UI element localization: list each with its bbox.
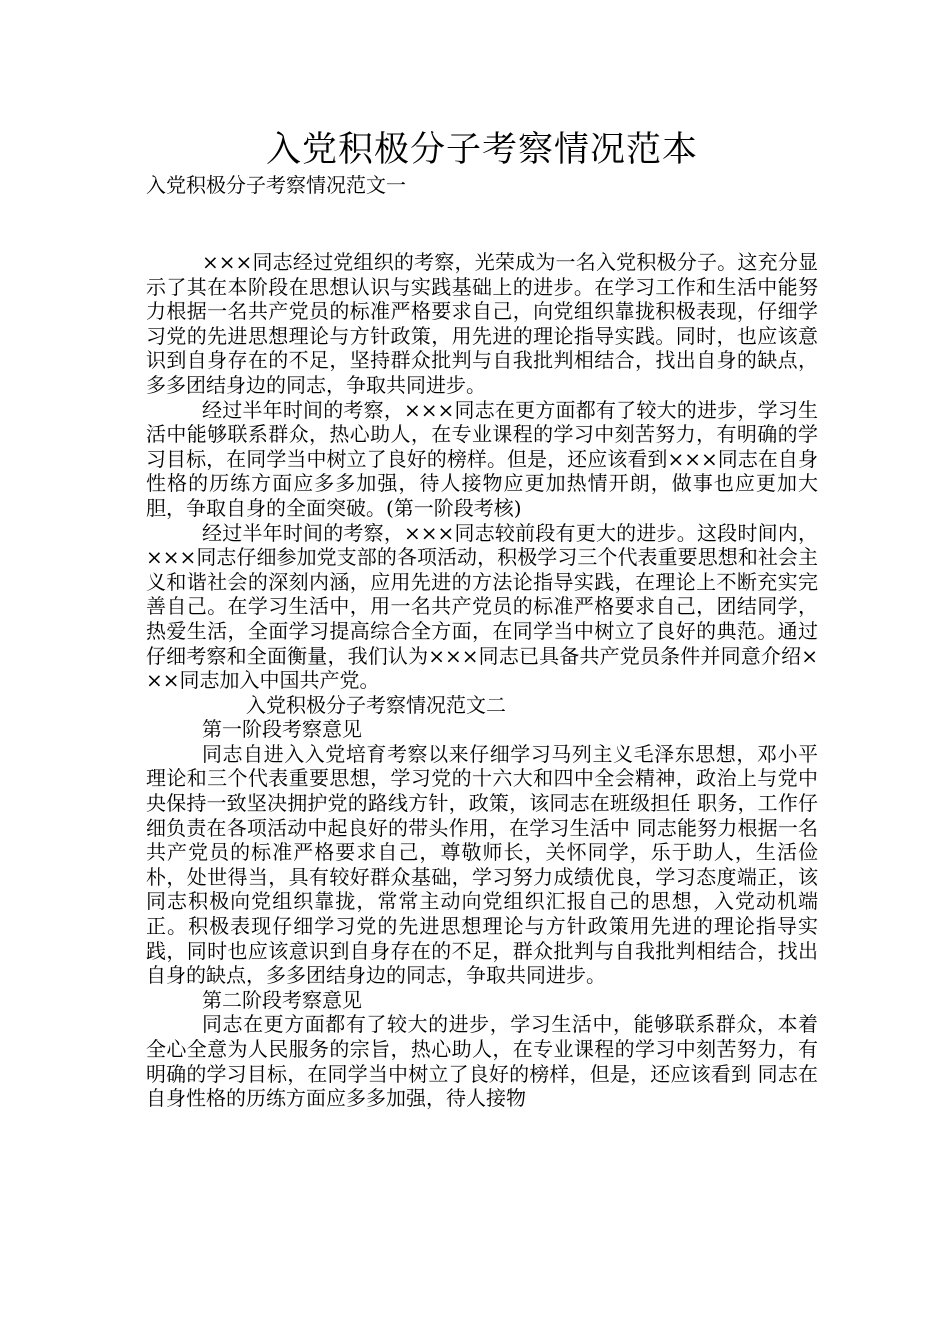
stage-1-paragraph: 同志自进入入党培育考察以来仔细学习马列主义毛泽东思想，邓小平理论和三个代表重要思想，学习党的十六大和四中全会精神，政治上与党中央保持一致坚决拥护党的路线方针，政策，该同志在班级担任 职务，工作仔细负责在各项活动中起良好的带头作用，在学习生活中 同志能努力根据一名共产党员的标准严格要求自己，尊敬师长，关怀同学，乐于助人，生活俭朴，处世得当，具有较好群众基础，学习努力成绩优良，学习态度端正，该同志积极向党组织靠拢，常常主动向党组织汇报自己的思想，入党动机端正。积极表现仔细学习党的先进思想理论与方针政策用先进的理论指导实践，同时也应该意识到自身存在的不足，群众批判与自我批判相结合，找出自身的缺点，多多团结身边的同志，争取共同进步。 [146, 741, 818, 988]
section-2-heading: 入党积极分子考察情况范文二 [246, 692, 506, 717]
document-page [146, 128, 818, 1111]
stage-2-paragraph: 同志在更方面都有了较大的进步，学习生活中，能够联系群众，本着全心全意为人民服务的宗旨，热心助人，在专业课程的学习中刻苦努力，有明确的学习目标，在同学当中树立了良好的榜样，但是，还应该看到 同志在自身性格的历练方面应多多加强，待人接物 [146, 1012, 818, 1111]
stage-1-heading: 第一阶段考察意见 [202, 717, 362, 742]
document-subtitle: 入党积极分子考察情况范文一 [146, 173, 406, 197]
paragraph-3: 经过半年时间的考察，×××同志较前段有更大的进步。这段时间内，×××同志仔细参加党支部的各项活动，积极学习三个代表重要思想和社会主义和谐社会的深刻内涵，应用先进的方法论指导实践，在理论上不断充实完善自己。在学习生活中，用一名共产党员的标准严格要求自己，团结同学，热爱生活，全面学习提高综合全方面，在同学当中树立了良好的典范。通过仔细考察和全面衡量，我们认为×××同志已具备共产党员条件并同意介绍×××同志加入中国共产党。 [146, 520, 818, 693]
paragraph-1: ×××同志经过党组织的考察，光荣成为一名入党积极分子。这充分显示了其在本阶段在思想认识与实践基础上的进步。在学习工作和生活中能努力根据一名共产党员的标准严格要求自己，向党组织靠拢积极表现，仔细学习党的先进思想理论与方针政策，用先进的理论指导实践。同时，也应该意识到自身存在的不足，坚持群众批判与自我批判相结合，找出自身的缺点，多多团结身边的同志，争取共同进步。 [146, 250, 818, 397]
paragraph-2: 经过半年时间的考察，×××同志在更方面都有了较大的进步，学习生活中能够联系群众，热心助人，在专业课程的学习中刻苦努力，有明确的学习目标，在同学当中树立了良好的榜样。但是，还应该看到×××同志在自身性格的历练方面应多多加强，待人接物应更加热情开朗，做事也应更加大胆，争取自身的全面突破。(第一阶段考核) [146, 397, 818, 520]
stage-2-heading: 第二阶段考察意见 [202, 987, 362, 1012]
document-title: 入党积极分子考察情况范本 [265, 130, 698, 170]
